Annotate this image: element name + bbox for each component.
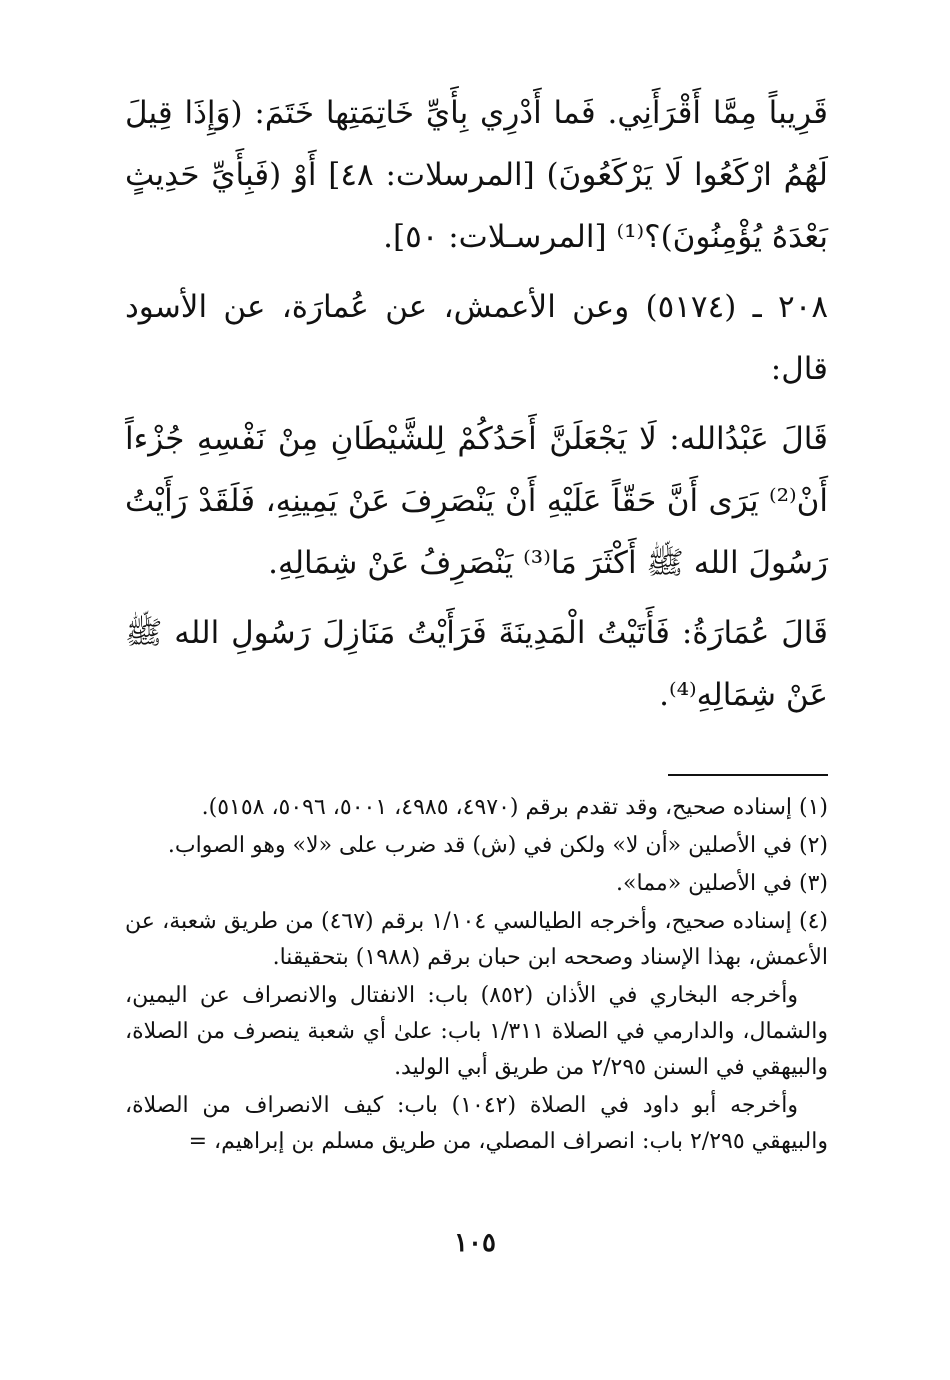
page-number: ١٠٥ [454, 1228, 496, 1258]
footnote-3: (٣) في الأصلين «مما». [616, 871, 828, 896]
footnote-4-continued-bukhari: وأخرجه البخاري في الأذان (٨٥٢) باب: الانفتال والانصراف عن اليمين، والشمال، والدارمي في الصلاة ١/٣١١ باب: علىٰ أي شعبة ينصرف من الصلاة، والبيهقي في السنن ٢/٢٩٥ من طريق أبي الوليد. [125, 983, 828, 1080]
footnote-2: (٢) في الأصلين «أن لا» ولكن في (ش) قد ضرب على «لا» وهو الصواب. [167, 833, 828, 858]
footnote-divider [668, 774, 828, 776]
footnote-1: (١) إسناده صحيح، وقد تقدم برقم (٤٩٧٠، ٤٩٨٥، ٥٠٠١، ٥٠٩٦، ٥١٥٨). [201, 795, 828, 820]
paragraph-umara-saying: قَالَ عُمَارَةُ: فَأَتَيْتُ الْمَدِينَةَ فَرَأَيْتُ مَنَازِلَ رَسُولِ الله ﷺ عَنْ شِمَالِهِ⁽⁴⁾. [125, 615, 828, 713]
paragraph-abdullah-saying: قَالَ عَبْدُالله: لَا يَجْعَلَنَّ أَحَدُكُمْ لِلشَّيْطَانِ مِنْ نَفْسِهِ جُزْءاً أَنْ⁽²⁾ يَرَى أَنَّ حَقّاً عَلَيْهِ أَنْ يَنْصَرِفَ عَنْ يَمِينِهِ، فَلَقَدْ رَأَيْتُ رَسُولَ الله ﷺ أَكْثَرَ مَا⁽³⁾ يَنْصَرِفُ عَنْ شِمَالِهِ. [125, 421, 828, 581]
footnote-4-continued-abudawud: وأخرجه أبو داود في الصلاة (١٠٤٢) باب: كيف الانصراف من الصلاة، والبيهقي ٢/٢٩٥ باب: انصراف المصلي، من طريق مسلم بن إبراهيم، = [125, 1093, 828, 1154]
footnote-4: (٤) إسناده صحيح، وأخرجه الطيالسي ١/١٠٤ برقم (٤٦٧) من طريق شعبة، عن الأعمش، بهذا الإسناد وصححه ابن حبان برقم (١٩٨٨) بتحقيقنا. [125, 909, 828, 970]
paragraph-hadith-208-isnad: ٢٠٨ ـ (٥١٧٤) وعن الأعمش، عن عُمارَة، عن الأسود قال: [125, 289, 828, 387]
paragraph-quran-citation: قَرِيباً مِمَّا أَقْرَأَنِي. فَما أَدْرِي بِأَيِّ خَاتِمَتِها خَتَمَ: (وَإِذَا قِيلَ لَهُمُ ارْكَعُوا لَا يَرْكَعُونَ) [المرسلات: ٤٨] أَوْ (فَبِأَيِّ حَدِيثٍ بَعْدَهُ يُؤْمِنُونَ)؟⁽¹⁾ [المرسـلات: ٥٠]. [125, 95, 828, 255]
footnotes [125, 790, 828, 1160]
main-text [125, 82, 828, 726]
